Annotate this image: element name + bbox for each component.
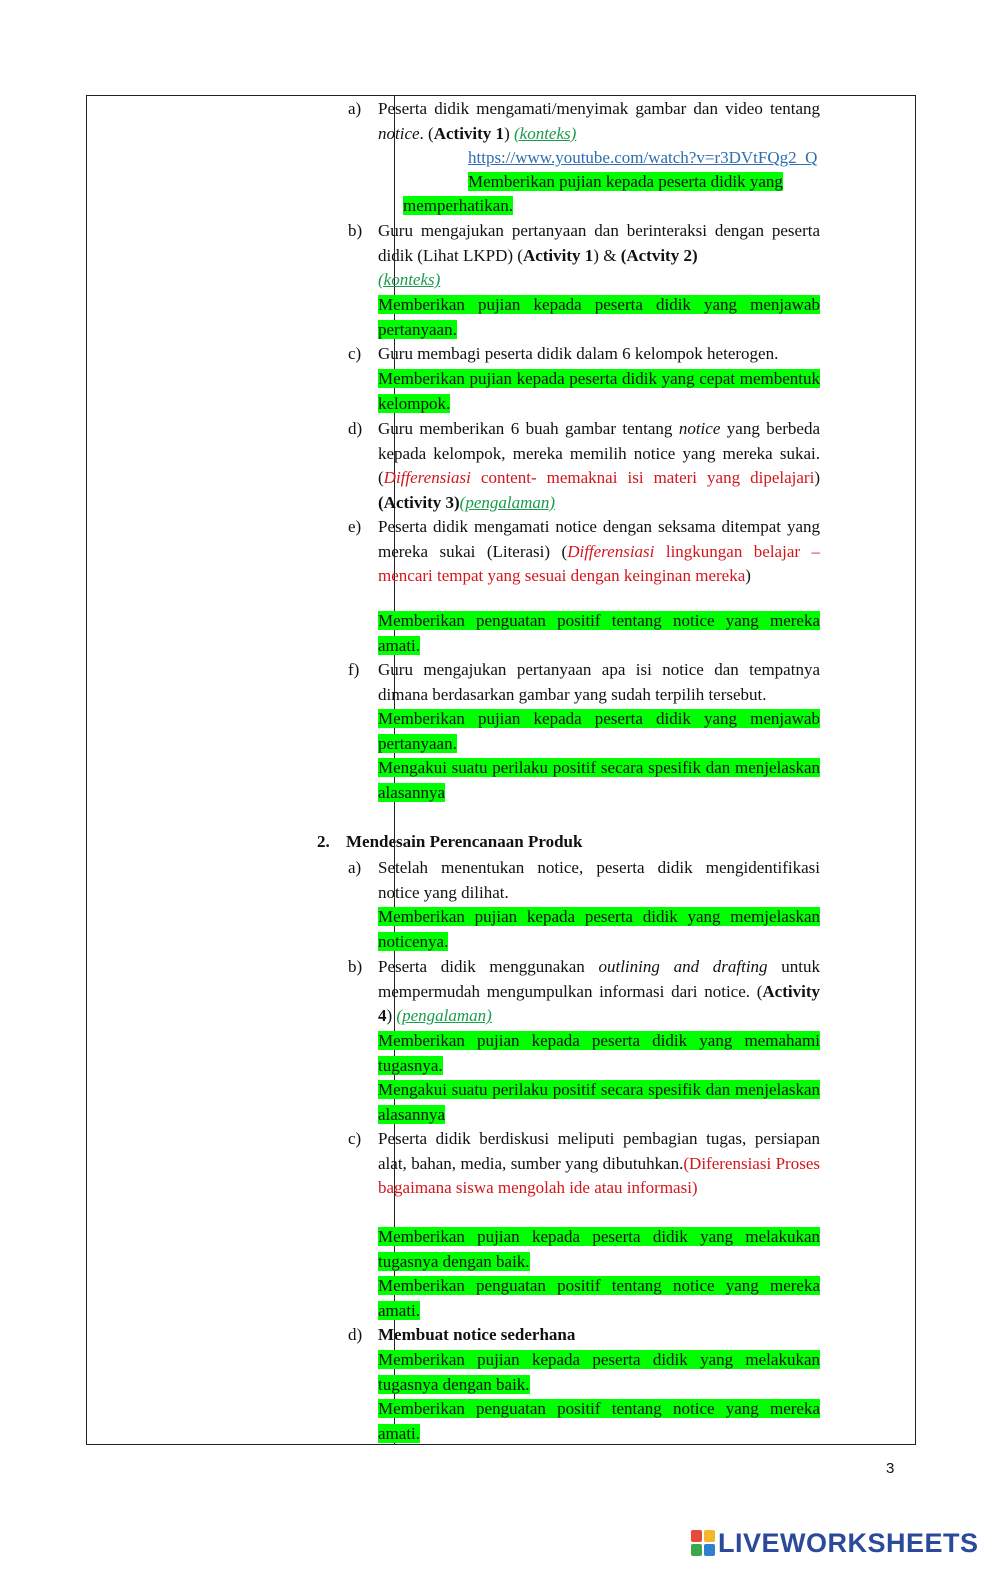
praise-text: Memberikan pujian kepada peserta didik yang menjawab pertanyaan. [378, 709, 820, 753]
item-text-part: ) [504, 123, 514, 143]
list-item-b [348, 219, 820, 293]
item-text-part: Peserta didik mengamati/menyimak gambar dan video tentang [378, 99, 820, 118]
table-left-column [87, 96, 395, 1444]
differensiasi-note: lingkungan belajar – mencari tempat yang sesuai dengan keinginan mereka [378, 541, 820, 585]
notice-term: notice [378, 123, 420, 143]
item-text [378, 1127, 820, 1201]
item-label: c) [348, 1129, 362, 1148]
activity-label: (Activity 3) [378, 492, 460, 512]
differensiasi-term: Differensiasi [567, 541, 655, 561]
pengalaman-tag: (pengalaman) [396, 1006, 492, 1025]
icon-square [691, 1530, 702, 1542]
praise-block [378, 609, 820, 658]
praise-text: Memberikan pujian kepada peserta didik yang cepat membentuk kelompok. [378, 369, 820, 413]
item-text-part: ) [386, 1006, 397, 1025]
liveworksheets-icon [690, 1529, 716, 1557]
list-item-2c [348, 1127, 820, 1201]
item-text-part: ) [814, 468, 820, 487]
item-text: Guru membagi peserta didik dalam 6 kelompok heterogen. [378, 344, 779, 363]
differensiasi-note: content- memaknai isi materi yang dipelajari [470, 468, 815, 487]
item-text [378, 515, 820, 589]
item-label: b) [348, 221, 363, 240]
konteks-tag: (konteks) [378, 270, 441, 289]
activity-label: Activity 1 [433, 123, 505, 143]
activity-label: (Actvity 2) [620, 245, 698, 265]
pengalaman-tag: (pengalaman) [459, 492, 556, 512]
item-text [378, 97, 820, 146]
praise-block [378, 1029, 820, 1078]
liveworksheets-logo[interactable] [690, 1527, 979, 1559]
item-text-part: Peserta didik berdiskusi meliputi pembagian tugas, persiapan alat, bahan, media, sumber yang dibutuhkan. [378, 1129, 820, 1173]
icon-square [704, 1544, 715, 1556]
brand-name: LIVEWORKSHEETS [718, 1527, 979, 1558]
notice-term: notice [678, 419, 721, 438]
praise-text: memperhatikan. [403, 196, 513, 215]
praise-text: Memberikan pujian kepada peserta didik yang memahami tugasnya. [378, 1031, 820, 1075]
acknowledge-text: Mengakui suatu perilaku positif secara spesifik dan menjelaskan alasannya [378, 1080, 820, 1124]
activity-label: Activity 4 [378, 981, 820, 1025]
item-label: e) [348, 517, 362, 536]
item-text: Guru mengajukan pertanyaan apa isi notice dan tempatnya dimana berdasarkan gambar yang sudah terpilih tersebut. [378, 660, 820, 704]
section-title: Mendesain Perencanaan Produk [346, 832, 583, 851]
praise-block [378, 293, 820, 342]
item-text-part: yang berbeda kepada kelompok, mereka memilih notice yang mereka sukai. ( [378, 419, 821, 487]
section-number: 2. [317, 832, 330, 851]
activity-label: Activity 1 [522, 245, 594, 265]
list-item-d [348, 417, 820, 515]
video-link-text[interactable]: https://www.youtube.com/watch?v=r3DVtFQg2_Q [468, 148, 818, 167]
item-label: f) [348, 660, 360, 679]
praise-text: Memberikan pujian kepada peserta didik yang menjawab pertanyaan. [378, 295, 820, 339]
list-item-a [348, 97, 820, 146]
differensiasi-term: Differensiasi [383, 468, 471, 487]
acknowledge-text: Mengakui suatu perilaku positif secara spesifik dan menjelaskan alasannya [378, 758, 820, 802]
praise-block [378, 707, 820, 756]
praise-text: Memberikan pujian kepada peserta didik yang melakukan tugasnya dengan baik. [378, 1227, 820, 1271]
item-text [378, 219, 820, 293]
item-text: Setelah menentukan notice, peserta didik mengidentifikasi notice yang dilihat. [378, 858, 820, 902]
item-text-part: Peserta didik menggunakan [378, 957, 599, 976]
item-text-part: ) [745, 566, 751, 585]
list-item-2b [348, 955, 820, 1029]
praise-block [378, 367, 820, 416]
item-text-part: . ( [419, 123, 434, 143]
item-label: a) [348, 99, 362, 118]
praise-text: Memberikan pujian kepada peserta didik yang memjelaskan noticenya. [378, 907, 820, 951]
acknowledge-block [378, 1078, 820, 1127]
item-text-part: untuk mempermudah mengumpulkan informasi dari notice. ( [378, 957, 820, 1001]
icon-square [691, 1544, 702, 1556]
praise-block [378, 1348, 820, 1397]
reinforcement-block [378, 1274, 820, 1323]
item-text [378, 955, 820, 1029]
video-link[interactable] [468, 146, 817, 171]
item-label: a) [348, 858, 362, 877]
item-label: c) [348, 344, 362, 363]
reinforcement-text: Memberikan penguatan positif tentang notice yang mereka amati. [378, 1276, 820, 1320]
praise-text: Memberikan pujian kepada peserta didik yang melakukan tugasnya dengan baik. [378, 1350, 820, 1394]
konteks-tag: (konteks) [513, 123, 577, 143]
item-title: Membuat notice sederhana [378, 1325, 576, 1344]
item-text-part: Guru mengajukan pertanyaan dan berinteraksi dengan peserta didik (Lihat LKPD) ( [378, 221, 820, 265]
item-text-part: ) & [593, 245, 621, 265]
praise-block [378, 905, 820, 954]
method-term: outlining and drafting [598, 957, 768, 976]
reinforcement-text: Memberikan penguatan positif tentang notice yang mereka amati. [378, 1399, 820, 1443]
item-label: d) [348, 419, 363, 438]
page-number: 3 [886, 1460, 895, 1477]
list-item-c [348, 342, 820, 367]
list-item-2d [348, 1323, 820, 1348]
icon-square [704, 1530, 715, 1542]
item-text-part: Guru memberikan 6 buah gambar tentang [378, 419, 679, 438]
acknowledge-block [378, 756, 820, 805]
praise-line [403, 194, 513, 219]
section-heading [317, 830, 582, 855]
list-item-2a [348, 856, 820, 905]
list-item-f [348, 658, 820, 707]
praise-text: Memberikan penguatan positif tentang notice yang mereka amati. [378, 611, 820, 655]
item-text [378, 417, 820, 515]
reinforcement-block [378, 1397, 820, 1446]
item-text-part: Peserta didik mengamati notice dengan seksama ditempat yang mereka sukai (Literasi) ( [378, 517, 820, 561]
praise-block [378, 1225, 820, 1274]
praise-line [468, 170, 783, 195]
praise-text: Memberikan pujian kepada peserta didik yang [468, 172, 783, 191]
item-label: d) [348, 1325, 363, 1344]
item-label: b) [348, 957, 363, 976]
list-item-e [348, 515, 820, 589]
differensiasi-note: (Diferensiasi Proses bagaimana siswa mengolah ide atau informasi) [378, 1153, 820, 1197]
